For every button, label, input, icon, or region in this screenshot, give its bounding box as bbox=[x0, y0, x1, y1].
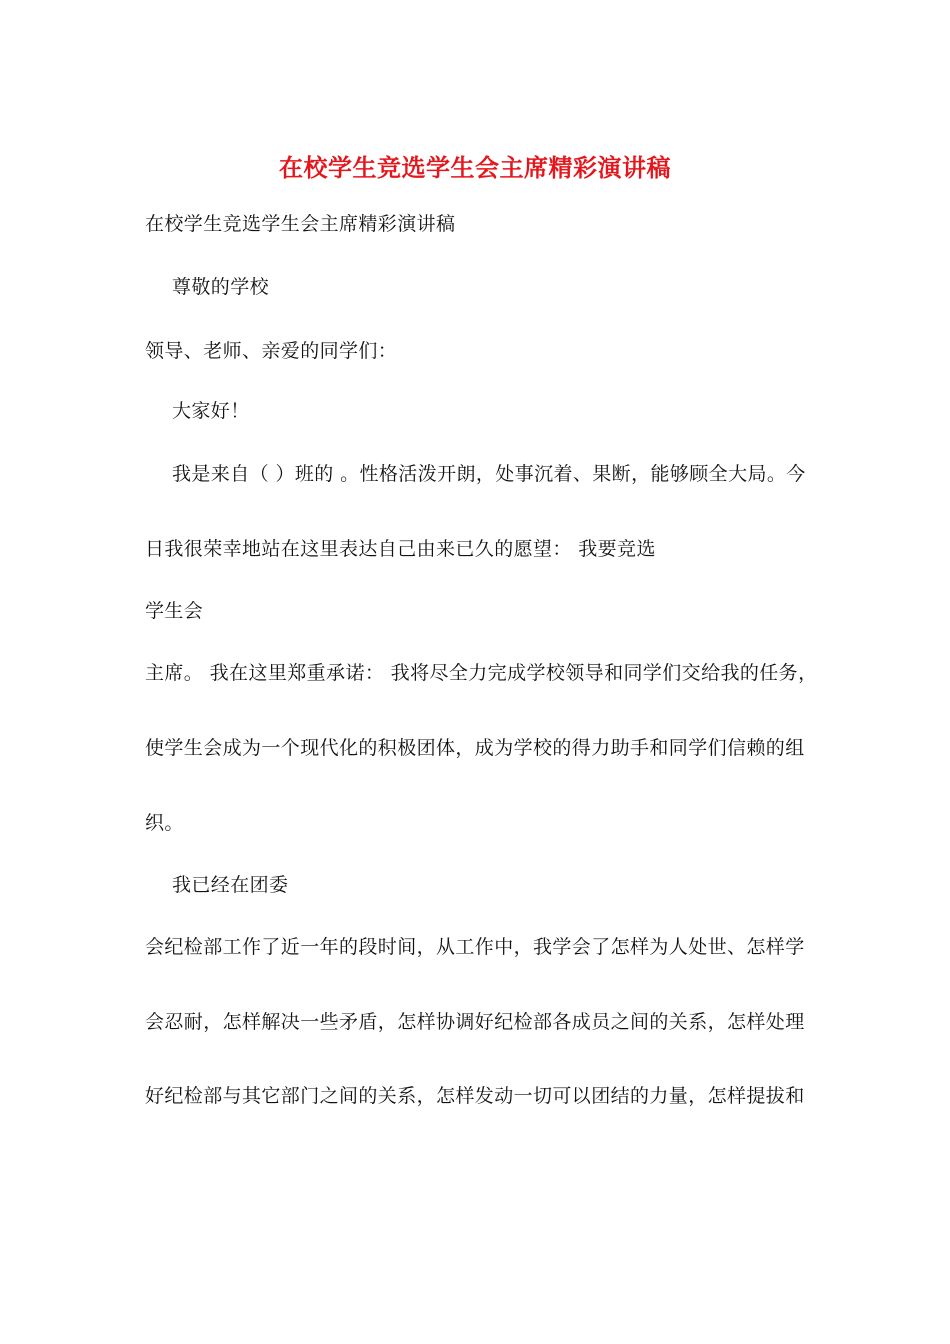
paragraph-line: 我是来自（ ）班的 。性格活泼开朗，处事沉着、果断，能够顾全大局。今 bbox=[172, 463, 806, 485]
subtitle-line: 在校学生竞选学生会主席精彩演讲稿 bbox=[145, 213, 456, 235]
paragraph-line: 尊敬的学校 bbox=[172, 276, 270, 298]
paragraph-line: 日我很荣幸地站在这里表达自己由来已久的愿望： 我要竞选 bbox=[145, 538, 656, 560]
document-title: 在校学生竞选学生会主席精彩演讲稿 bbox=[279, 153, 671, 182]
paragraph-line: 主席。 我在这里郑重承诺： 我将尽全力完成学校领导和同学们交给我的任务， bbox=[145, 662, 818, 684]
paragraph-line: 会纪检部工作了近一年的段时间，从工作中，我学会了怎样为人处世、怎样学 bbox=[145, 936, 805, 958]
paragraph-line: 学生会 bbox=[145, 600, 204, 622]
paragraph-line: 领导、老师、亲爱的同学们： bbox=[145, 340, 398, 362]
paragraph-line: 会忍耐，怎样解决一些矛盾，怎样协调好纪检部各成员之间的关系，怎样处理 bbox=[145, 1011, 805, 1033]
paragraph-line: 我已经在团委 bbox=[172, 874, 289, 896]
paragraph-line: 好纪检部与其它部门之间的关系，怎样发动一切可以团结的力量，怎样提拔和 bbox=[145, 1085, 805, 1107]
paragraph-line: 织。 bbox=[145, 812, 184, 834]
paragraph-line: 使学生会成为一个现代化的积极团体，成为学校的得力助手和同学们信赖的组 bbox=[145, 737, 805, 759]
paragraph-line: 大家好！ bbox=[172, 400, 250, 422]
